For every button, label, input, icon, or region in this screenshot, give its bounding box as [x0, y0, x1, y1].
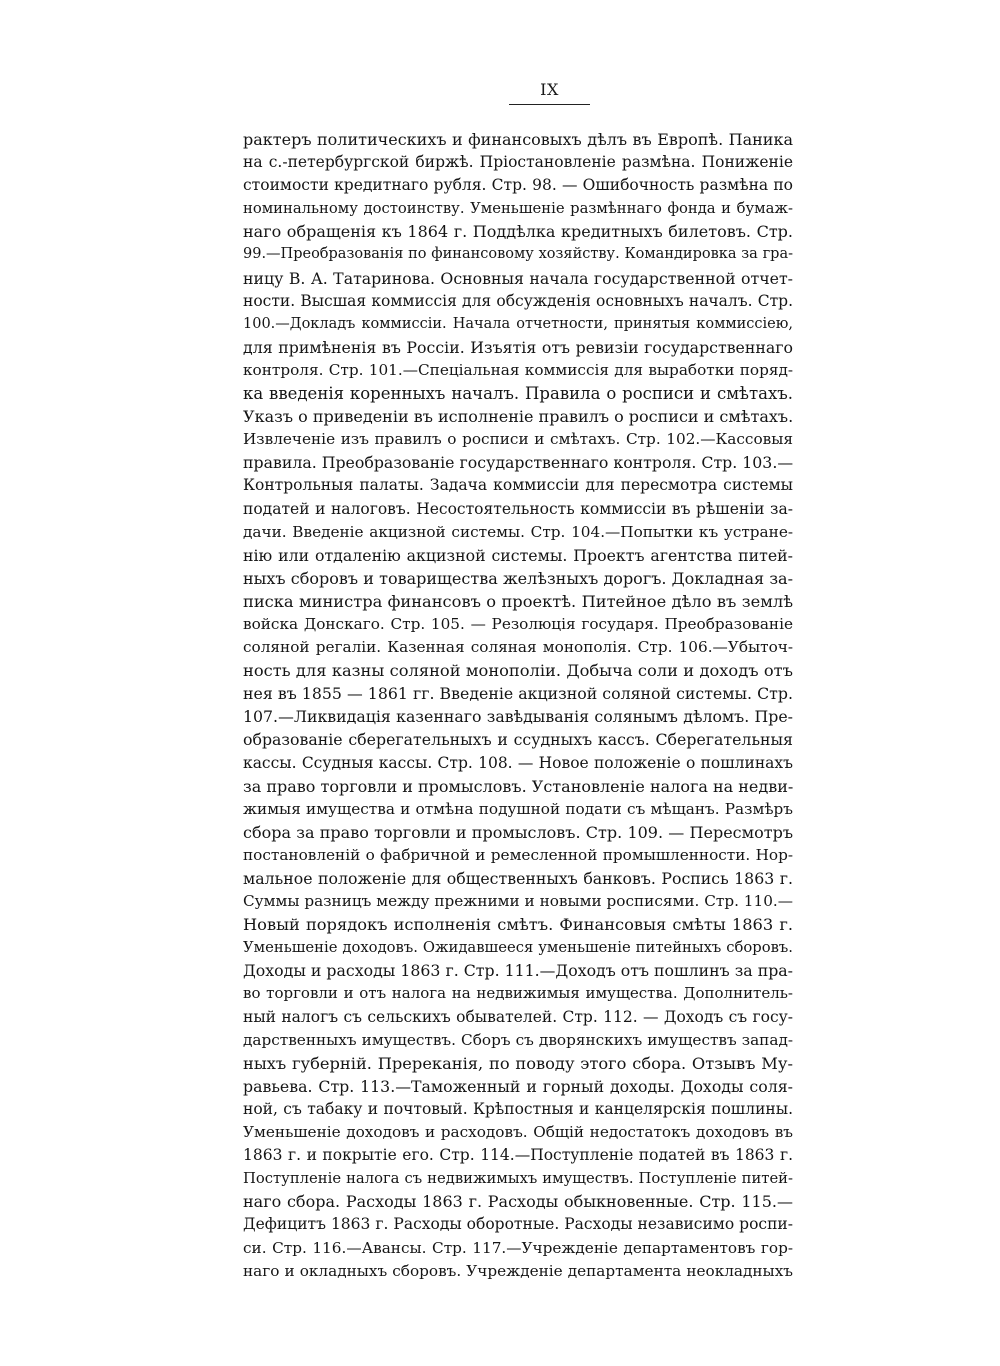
text-line: Указъ о приведеніи въ исполненіе правилъ о росписи и смѣтахъ.: [243, 407, 793, 427]
text-line: ка введенія коренныхъ началъ. Правила о росписи и смѣтахъ.: [243, 384, 793, 404]
page-header: [509, 80, 590, 105]
text-line: ность для казны соляной монополіи. Добыча соли и доходъ отъ: [243, 661, 793, 681]
text-line: податей и налоговъ. Несостоятельность коммиссіи въ рѣшеніи за-: [243, 499, 793, 518]
text-line: жимыя имущества и отмѣна подушной подати съ мѣщанъ. Размѣръ: [243, 799, 793, 818]
text-line: 1863 г. и покрытіе его. Стр. 114.—Поступленіе податей въ 1863 г.: [243, 1146, 793, 1165]
text-line: дачи. Введеніе акцизной системы. Стр. 104.—Попытки къ устране-: [243, 522, 793, 541]
text-line: 100.—Докладъ коммиссіи. Начала отчетности, принятыя коммиссіею,: [243, 315, 793, 332]
text-line: рактеръ политическихъ и финансовыхъ дѣлъ въ Европѣ. Паника: [243, 130, 793, 149]
text-line: Новый порядокъ исполненія смѣтъ. Финансовыя смѣты 1863 г.: [243, 915, 793, 935]
text-line: си. Стр. 116.—Авансы. Стр. 117.—Учрежденіе департаментовъ гор-: [243, 1238, 793, 1257]
text-line: войска Донскаго. Стр. 105. — Резолюція государя. Преобразованіе: [243, 614, 793, 633]
text-line: правила. Преобразованіе государственнаго контроля. Стр. 103.—: [243, 453, 793, 473]
text-line: во торговли и отъ налога на недвижимыя имущества. Дополнитель-: [243, 984, 793, 1003]
text-line: мальное положеніе для общественныхъ банковъ. Роспись 1863 г.: [243, 869, 793, 888]
text-line: наго сбора. Расходы 1863 г. Расходы обыкновенные. Стр. 115.—: [243, 1192, 793, 1212]
text-line: ницу В. А. Татаринова. Основныя начала государственной отчет-: [243, 268, 793, 288]
text-line: кассы. Ссудныя кассы. Стр. 108. — Новое положеніе о пошлинахъ: [243, 753, 793, 772]
body-text: [243, 128, 793, 1283]
text-line: Суммы разницъ между прежними и новыми росписями. Стр. 110.—: [243, 892, 793, 911]
text-line: для примѣненія въ Россіи. Изъятія отъ ревизіи государственнаго: [243, 337, 793, 357]
text-line: за право торговли и промысловъ. Установленіе налога на недви-: [243, 776, 793, 796]
page-number: IX: [540, 80, 559, 99]
text-line: ный налогъ съ сельскихъ обывателей. Стр. 112. — Доходъ съ госу-: [243, 1007, 793, 1026]
text-line: нію или отдаленію акцизной системы. Проектъ агентства питей-: [243, 545, 793, 565]
text-line: Контрольныя палаты. Задача коммиссіи для пересмотра системы: [243, 476, 793, 495]
text-line: постановленій о фабричной и ремесленной промышленности. Нор-: [243, 845, 793, 864]
header-rule: [509, 104, 590, 105]
text-line: Уменьшеніе доходовъ и расходовъ. Общій недостатокъ доходовъ въ: [243, 1123, 793, 1142]
text-line: ной, съ табаку и почтовый. Крѣпостныя и канцелярскія пошлины.: [243, 1099, 793, 1118]
text-line: наго и окладныхъ сборовъ. Учрежденіе департамента неокладныхъ: [243, 1261, 793, 1280]
text-line: 107.—Ликвидація казеннаго завѣдыванія солянымъ дѣломъ. Пре-: [243, 707, 793, 727]
text-line: Поступленіе налога съ недвижимыхъ имуществъ. Поступленіе питей-: [243, 1170, 793, 1188]
text-line: 99.—Преобразованія по финансовому хозяйству. Командировка за гра-: [243, 246, 793, 263]
text-line: образованіе сберегательныхъ и ссудныхъ кассъ. Сберегательныя: [243, 730, 793, 750]
text-line: ности. Высшая коммиссія для обсужденія основныхъ началъ. Стр.: [243, 291, 793, 310]
text-line: стоимости кредитнаго рубля. Стр. 98. — Ошибочность размѣна по: [243, 176, 793, 195]
text-line: равьева. Стр. 113.—Таможенный и горный доходы. Доходы соля-: [243, 1076, 793, 1096]
text-line: Дефицитъ 1863 г. Расходы оборотные. Расходы независимо роспи-: [243, 1215, 793, 1234]
text-line: ныхъ губерній. Пререканія, по поводу этого сбора. Отзывъ Му-: [243, 1053, 793, 1073]
text-line: контроля. Стр. 101.—Спеціальная коммиссія для выработки поряд-: [243, 360, 793, 379]
text-line: ныхъ сборовъ и товарищества желѣзныхъ дорогъ. Докладная за-: [243, 568, 793, 588]
text-line: Уменьшеніе доходовъ. Ожидавшееся уменьшеніе питейныхъ сборовъ.: [243, 939, 793, 957]
text-line: сбора за право торговли и промысловъ. Стр. 109. — Пересмотръ: [243, 822, 793, 842]
text-line: писка министра финансовъ о проектѣ. Питейное дѣло въ землѣ: [243, 591, 793, 611]
text-line: Извлеченіе изъ правилъ о росписи и смѣтахъ. Стр. 102.—Кассовыя: [243, 430, 793, 449]
text-line: Доходы и расходы 1863 г. Стр. 111.—Доходъ отъ пошлинъ за пра-: [243, 961, 793, 981]
text-line: на с.-петербургской биржѣ. Пріостановленіе размѣна. Пониженіе: [243, 153, 793, 172]
text-line: нея въ 1855 — 1861 гг. Введеніе акцизной соляной системы. Стр.: [243, 684, 793, 704]
text-line: номинальному достоинству. Уменьшеніе размѣннаго фонда и бумаж-: [243, 200, 793, 218]
text-line: соляной регаліи. Казенная соляная монополія. Стр. 106.—Убыточ-: [243, 638, 793, 657]
text-line: наго обращенія къ 1864 г. Поддѣлка кредитныхъ билетовъ. Стр.: [243, 222, 793, 242]
text-line: дарственныхъ имуществъ. Сборъ съ дворянскихъ имуществъ запад-: [243, 1030, 793, 1049]
